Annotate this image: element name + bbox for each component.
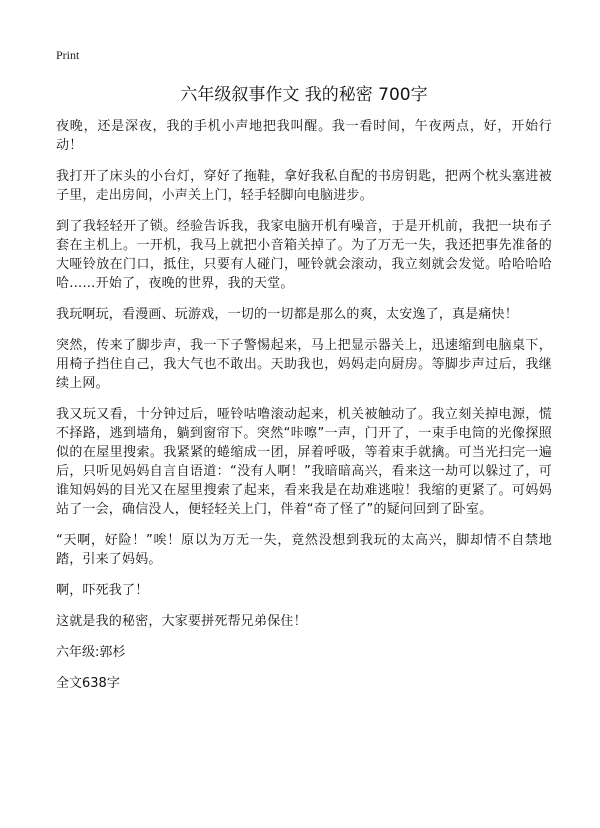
paragraph-1: 夜晚，还是深夜，我的手机小声地把我叫醒。我一看时间，午夜两点，好，开始行动！ [56, 119, 552, 153]
author-signature: 六年级:郭杉 [56, 645, 126, 660]
print-link[interactable]: Print [56, 48, 80, 62]
paragraph-3: 到了我轻轻开了锁。经验告诉我，我家电脑开机有噪音，于是开机前，我把一块布子套在主机上。一开机，我马上就把小音箱关掉了。为了万无一失，我还把事先准备的大哑铃放在门口，抵住，只要有人碰门，哑铃就会滚动，我立刻就会发觉。哈哈哈哈哈……开始了，夜晚的世界，我的天堂。 [56, 219, 552, 291]
article-body [56, 117, 552, 693]
paragraph-6: 我又玩又看，十分钟过后，哑铃咕噜滚动起来，机关被触动了。我立刻关掉电源，慌不择路，逃到墙角，躺到窗帘下。突然“咔嚓”一声，门开了，一束手电筒的光像探照似的在屋里搜索。我紧紧的蜷缩成一团，屏着呼吸，等着束手就擒。可当光扫完一遍后，只听见妈妈自言自语道：“没有人啊！”我暗暗高兴，看来这一劫可以躲过了，可谁知妈妈的目光又在屋里搜索了起来，看来我是在劫难逃啦！我缩的更紧了。可妈妈站了一会，确信没人，便轻轻关上门，伴着“奇了怪了”的疑问回到了卧室。 [56, 407, 552, 517]
page-title: 六年级叙事作文 我的秘密 700字 [180, 85, 428, 105]
paragraph-5: 突然，传来了脚步声，我一下子警惕起来，马上把显示器关上，迅速缩到电脑桌下，用椅子挡住自己，我大气也不敢出。天助我也，妈妈走向厨房。等脚步声过后，我继续上网。 [56, 338, 552, 391]
paragraph-8: 啊，吓死我了！ [56, 583, 149, 598]
paragraph-4: 我玩啊玩，看漫画、玩游戏，一切的一切都是那么的爽，太安逸了，真是痛快！ [56, 307, 519, 322]
paragraph-9: 这就是我的秘密，大家要拼死帮兄弟保住！ [56, 614, 307, 629]
paragraph-2: 我打开了床头的小台灯，穿好了拖鞋，拿好我私自配的书房钥匙，把两个枕头塞进被子里，走出房间，小声关上门，轻手轻脚向电脑进步。 [56, 169, 552, 203]
word-count: 全文638字 [56, 676, 120, 691]
paragraph-7: “天啊，好险！”唉！原以为万无一失，竟然没想到我玩的太高兴，脚却情不自禁地踏，引来了妈妈。 [56, 533, 552, 567]
